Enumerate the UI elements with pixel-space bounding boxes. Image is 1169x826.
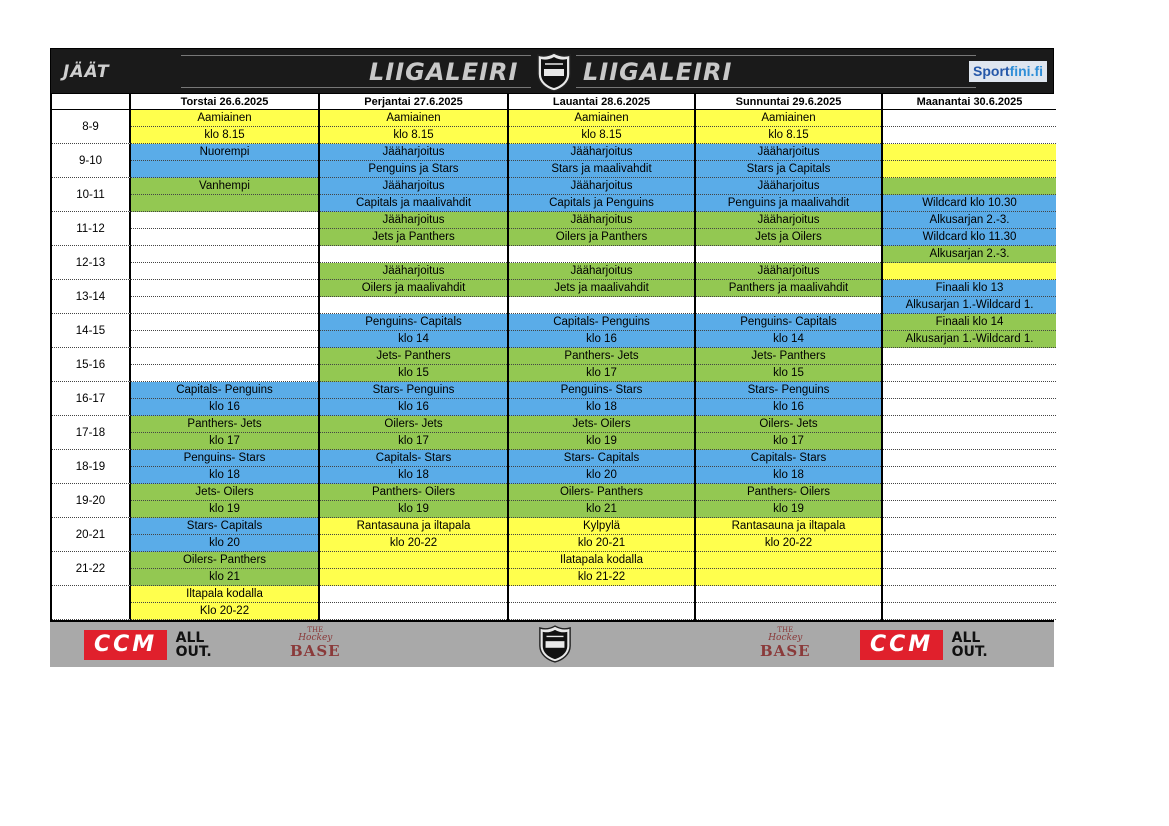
schedule-cell: Panthers ja maalivahdit (696, 280, 881, 297)
schedule-cell: Stars- Penguins (320, 382, 507, 399)
schedule-cell (883, 552, 1056, 569)
schedule-cell: klo 17 (509, 365, 694, 382)
schedule-cell (883, 433, 1056, 450)
hockey-base-the: THE (307, 626, 324, 634)
schedule-cell: Alkusarjan 2.-3. (883, 212, 1056, 229)
schedule-cell (883, 127, 1056, 144)
header-time (52, 94, 131, 110)
schedule-cell: Vanhempi (131, 178, 318, 195)
header-day-1: Torstai 26.6.2025 (131, 94, 320, 110)
banner-line-top-right (576, 55, 976, 56)
time-column (52, 110, 131, 620)
schedule-cell (883, 586, 1056, 603)
ccm-wordmark: CCM (860, 630, 943, 660)
liigaleiri-title-right: LIIGALEIRI (583, 58, 733, 86)
schedule-cell: Penguins- Capitals (696, 314, 881, 331)
schedule-cell (883, 382, 1056, 399)
schedule-cell: Jääharjoitus (320, 212, 507, 229)
schedule-cell: Iltapala kodalla (131, 586, 318, 603)
header-banner (50, 48, 1054, 94)
schedule-cell: klo 15 (696, 365, 881, 382)
schedule-cell: Capitals ja maalivahdit (320, 195, 507, 212)
schedule-cell: klo 16 (509, 331, 694, 348)
schedule-cell (696, 552, 881, 569)
schedule-cell (131, 195, 318, 212)
schedule-cell (320, 552, 507, 569)
time-slot: 14-15 (52, 314, 131, 348)
schedule-cell: klo 20 (131, 535, 318, 552)
schedule-cell (131, 212, 318, 229)
schedule-cell: Oilers- Jets (696, 416, 881, 433)
schedule-cell: klo 17 (696, 433, 881, 450)
schedule-cell: Alkusarjan 1.-Wildcard 1. (883, 331, 1056, 348)
schedule-cell (131, 161, 318, 178)
schedule-cell (883, 569, 1056, 586)
schedule-cell: Capitals- Stars (696, 450, 881, 467)
schedule-cell: klo 15 (320, 365, 507, 382)
schedule-cell: Jääharjoitus (509, 212, 694, 229)
banner-line-bottom-right (576, 87, 976, 88)
schedule-cell: klo 18 (696, 467, 881, 484)
schedule-cell (131, 280, 318, 297)
hockey-base-hockey: Hockey (298, 633, 333, 643)
schedule-cell (320, 603, 507, 620)
ccm-wordmark: CCM (84, 630, 167, 660)
schedule-cell: klo 17 (131, 433, 318, 450)
schedule-cell: klo 19 (131, 501, 318, 518)
hockey-base-base: BASE (290, 642, 341, 660)
schedule-cell (131, 365, 318, 382)
schedule-cell: klo 20-21 (509, 535, 694, 552)
all-out-line-2: OUT. (951, 644, 988, 660)
schedule-cell (320, 569, 507, 586)
schedule-cell: klo 21-22 (509, 569, 694, 586)
schedule-cell: Nuorempi (131, 144, 318, 161)
header-day-3: Lauantai 28.6.2025 (509, 94, 696, 110)
ccm-logo-left (84, 630, 212, 660)
schedule-cell (883, 518, 1056, 535)
schedule-cell (883, 110, 1056, 127)
schedule-cell: Penguins- Capitals (320, 314, 507, 331)
hockey-base-logo-right (760, 626, 811, 659)
schedule-cell (883, 178, 1056, 195)
sponsor-footer (50, 622, 1054, 667)
nhl-shield-footer-icon (538, 625, 572, 663)
schedule-cell (509, 246, 694, 263)
all-out-line-2: OUT. (175, 644, 212, 660)
schedule-cell (131, 314, 318, 331)
schedule-cell: Aamiainen (509, 110, 694, 127)
time-slot: 17-18 (52, 416, 131, 450)
all-out-line-1: ALL (951, 630, 981, 646)
schedule-cell (883, 501, 1056, 518)
schedule-sheet (50, 48, 1054, 667)
schedule-cell (883, 365, 1056, 382)
schedule-cell: Stars- Penguins (696, 382, 881, 399)
time-slot: 8-9 (52, 110, 131, 144)
schedule-cell: Panthers- Jets (131, 416, 318, 433)
all-out-text (952, 631, 988, 659)
day-column-4 (696, 110, 883, 620)
banner-line-bottom-left (181, 87, 531, 88)
time-slot: 19-20 (52, 484, 131, 518)
schedule-cell: klo 21 (131, 569, 318, 586)
schedule-cell: klo 16 (320, 399, 507, 416)
schedule-cell (131, 297, 318, 314)
day-column-2 (320, 110, 509, 620)
schedule-cell: klo 14 (696, 331, 881, 348)
schedule-cell: Ilatapala kodalla (509, 552, 694, 569)
schedule-cell: klo 21 (509, 501, 694, 518)
schedule-cell (131, 263, 318, 280)
nhl-shield-icon (536, 52, 572, 92)
time-slot: 10-11 (52, 178, 131, 212)
schedule-cell: klo 20 (509, 467, 694, 484)
schedule-cell: Wildcard klo 10.30 (883, 195, 1056, 212)
schedule-cell (883, 467, 1056, 484)
schedule-cell: Jääharjoitus (509, 263, 694, 280)
schedule-cell (696, 569, 881, 586)
day-column-1 (131, 110, 320, 620)
sponsor-text-2: fini.fi (1009, 63, 1043, 79)
schedule-cell: Rantasauna ja iltapala (696, 518, 881, 535)
schedule-cell (131, 331, 318, 348)
schedule-cell (883, 416, 1056, 433)
time-slot: 18-19 (52, 450, 131, 484)
schedule-cell: Capitals ja Penguins (509, 195, 694, 212)
schedule-cell: Aamiainen (696, 110, 881, 127)
schedule-cell: Penguins ja maalivahdit (696, 195, 881, 212)
schedule-cell (883, 535, 1056, 552)
schedule-cell: Klo 20-22 (131, 603, 318, 620)
hockey-base-base: BASE (760, 642, 811, 660)
all-out-line-1: ALL (175, 630, 205, 646)
schedule-cell (320, 297, 507, 314)
header-day-4: Sunnuntai 29.6.2025 (696, 94, 883, 110)
schedule-cell: Jets- Oilers (509, 416, 694, 433)
header-day-2: Perjantai 27.6.2025 (320, 94, 509, 110)
schedule-cell: Jets ja Oilers (696, 229, 881, 246)
schedule-cell: klo 18 (131, 467, 318, 484)
schedule-cell (883, 484, 1056, 501)
time-slot: 13-14 (52, 280, 131, 314)
ccm-logo-right (860, 630, 988, 660)
schedule-cell (883, 603, 1056, 620)
schedule-grid (50, 94, 1054, 622)
schedule-cell (883, 161, 1056, 178)
banner-line-top-left (181, 55, 531, 56)
schedule-cell: Stars ja maalivahdit (509, 161, 694, 178)
schedule-cell: klo 19 (696, 501, 881, 518)
time-slot (52, 586, 131, 620)
schedule-cell: Panthers- Oilers (696, 484, 881, 501)
day-column-5 (883, 110, 1056, 620)
sponsor-text-1: Sport (973, 63, 1010, 79)
schedule-cell (696, 586, 881, 603)
schedule-cell (696, 297, 881, 314)
schedule-cell (509, 586, 694, 603)
schedule-cell: Penguins ja Stars (320, 161, 507, 178)
schedule-cell: Aamiainen (131, 110, 318, 127)
schedule-cell: Oilers- Panthers (509, 484, 694, 501)
schedule-cell: klo 14 (320, 331, 507, 348)
schedule-cell: Jets- Oilers (131, 484, 318, 501)
schedule-cell: Jääharjoitus (320, 178, 507, 195)
schedule-cell: klo 8.15 (696, 127, 881, 144)
schedule-cell: Kylpylä (509, 518, 694, 535)
schedule-cell: Oilers- Panthers (131, 552, 318, 569)
schedule-cell: Jääharjoitus (696, 263, 881, 280)
liigaleiri-title-left: LIIGALEIRI (369, 58, 519, 86)
schedule-cell: Stars- Capitals (509, 450, 694, 467)
schedule-cell: Alkusarjan 2.-3. (883, 246, 1056, 263)
schedule-cell: Finaali klo 14 (883, 314, 1056, 331)
hockey-base-hockey: Hockey (768, 633, 803, 643)
schedule-cell: klo 16 (696, 399, 881, 416)
schedule-cell: Aamiainen (320, 110, 507, 127)
schedule-cell: Jääharjoitus (320, 144, 507, 161)
time-slot: 16-17 (52, 382, 131, 416)
schedule-cell: Penguins- Stars (131, 450, 318, 467)
schedule-cell: klo 8.15 (509, 127, 694, 144)
schedule-cell: klo 20-22 (696, 535, 881, 552)
schedule-cell: Wildcard klo 11.30 (883, 229, 1056, 246)
schedule-cell: Oilers ja maalivahdit (320, 280, 507, 297)
schedule-cell (131, 246, 318, 263)
schedule-cell: Rantasauna ja iltapala (320, 518, 507, 535)
time-slot: 12-13 (52, 246, 131, 280)
all-out-text (176, 631, 212, 659)
schedule-cell: Capitals- Penguins (509, 314, 694, 331)
schedule-cell: klo 20-22 (320, 535, 507, 552)
schedule-cell: Jääharjoitus (320, 263, 507, 280)
schedule-cell: Oilers ja Panthers (509, 229, 694, 246)
schedule-cell (883, 399, 1056, 416)
schedule-cell: klo 8.15 (131, 127, 318, 144)
schedule-cell: klo 18 (509, 399, 694, 416)
schedule-cell: klo 19 (320, 501, 507, 518)
hockey-base-logo-left (290, 626, 341, 659)
time-slot: 11-12 (52, 212, 131, 246)
schedule-cell: Jääharjoitus (696, 212, 881, 229)
time-slot: 20-21 (52, 518, 131, 552)
sportfini-logo (969, 61, 1047, 82)
schedule-cell: Panthers- Jets (509, 348, 694, 365)
hockey-base-the: THE (777, 626, 794, 634)
jaat-logo: JÄÄT (63, 62, 110, 82)
schedule-cell: Oilers- Jets (320, 416, 507, 433)
schedule-cell: Jääharjoitus (509, 144, 694, 161)
schedule-cell: Capitals- Stars (320, 450, 507, 467)
time-slot: 9-10 (52, 144, 131, 178)
schedule-cell: Capitals- Penguins (131, 382, 318, 399)
schedule-cell: Panthers- Oilers (320, 484, 507, 501)
schedule-cell: klo 16 (131, 399, 318, 416)
schedule-cell: klo 8.15 (320, 127, 507, 144)
schedule-cell: Jets- Panthers (696, 348, 881, 365)
schedule-cell: klo 18 (320, 467, 507, 484)
schedule-cell: Stars- Capitals (131, 518, 318, 535)
schedule-cell: Jets- Panthers (320, 348, 507, 365)
schedule-cell: Stars ja Capitals (696, 161, 881, 178)
schedule-cell (883, 450, 1056, 467)
schedule-cell (131, 348, 318, 365)
schedule-cell: Penguins- Stars (509, 382, 694, 399)
schedule-cell (509, 603, 694, 620)
day-column-3 (509, 110, 696, 620)
schedule-cell: Jääharjoitus (696, 144, 881, 161)
schedule-cell: Finaali klo 13 (883, 280, 1056, 297)
schedule-cell (883, 144, 1056, 161)
schedule-cell: Alkusarjan 1.-Wildcard 1. (883, 297, 1056, 314)
schedule-cell (696, 603, 881, 620)
schedule-cell (320, 586, 507, 603)
schedule-cell (883, 263, 1056, 280)
schedule-cell (131, 229, 318, 246)
schedule-cell: Jets ja Panthers (320, 229, 507, 246)
header-day-5: Maanantai 30.6.2025 (883, 94, 1056, 110)
time-slot: 21-22 (52, 552, 131, 586)
time-slot: 15-16 (52, 348, 131, 382)
schedule-cell: Jääharjoitus (509, 178, 694, 195)
schedule-cell (883, 348, 1056, 365)
schedule-cell (320, 246, 507, 263)
schedule-cell: klo 19 (509, 433, 694, 450)
schedule-cell: Jets ja maalivahdit (509, 280, 694, 297)
schedule-cell: Jääharjoitus (696, 178, 881, 195)
schedule-cell (509, 297, 694, 314)
schedule-cell: klo 17 (320, 433, 507, 450)
schedule-cell (696, 246, 881, 263)
